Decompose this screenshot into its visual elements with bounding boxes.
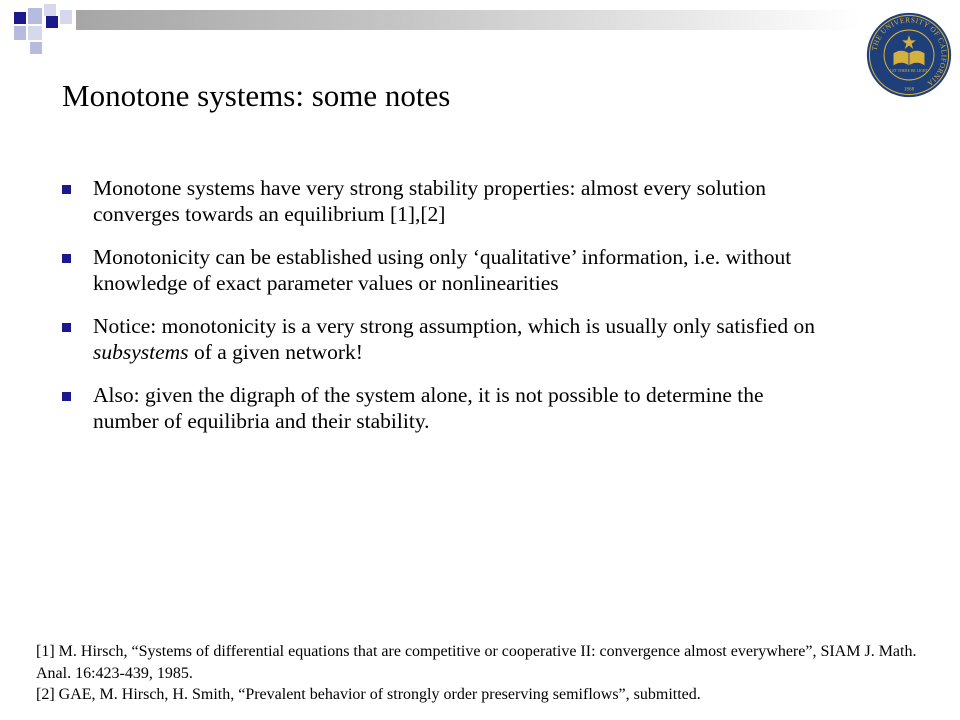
bullet-item [62,244,822,296]
decor-square [46,16,58,28]
bullet-item [62,382,822,434]
bullet-text: Notice: monotonicity is a very strong assumption, which is usually only satisfied on [93,314,815,338]
bullet-text-tail: of a given network! [188,340,363,364]
seal-ring-text: THE UNIVERSITY OF CALIFORNIA [869,15,949,89]
bullet-item [62,175,822,227]
decor-square [28,8,42,24]
university-seal-logo [866,12,952,98]
bullet-text: Also: given the digraph of the system alone, it is not possible to determine the number of equilibria and their stability. [93,383,764,433]
header-gradient-bar [76,10,860,30]
decor-square [14,12,26,24]
seal-banner-text: LET THERE BE LIGHT [890,69,928,74]
references [36,641,936,706]
bullet-emphasis: subsystems [93,340,189,364]
reference-item: [1] M. Hirsch, “Systems of differential equations that are competitive or cooperative II: convergence almost everywhere”, SIAM J. Math. Anal. 16:423-439, 1985. [36,643,917,682]
decor-square [60,10,72,24]
decor-square [28,26,42,40]
decor-square [30,42,42,54]
bullet-marker-icon [62,185,71,194]
decor-square [44,4,56,16]
bullet-text: Monotone systems have very strong stability properties: almost every solution converges towards an equilibrium [1],[2] [93,176,766,226]
slide-title: Monotone systems: some notes [62,78,451,113]
bullet-marker-icon [62,254,71,263]
bullet-text: Monotonicity can be established using only ‘qualitative’ information, i.e. without knowledge of exact parameter values or nonlinearities [93,245,792,295]
bullet-item [62,313,822,365]
bullet-marker-icon [62,323,71,332]
decor-square [14,26,26,40]
bullet-marker-icon [62,392,71,401]
reference-item: [2] GAE, M. Hirsch, H. Smith, “Prevalent behavior of strongly order preserving semiflows”, submitted. [36,686,701,703]
seal-year: 1868 [903,86,915,93]
bullet-list [62,175,822,451]
